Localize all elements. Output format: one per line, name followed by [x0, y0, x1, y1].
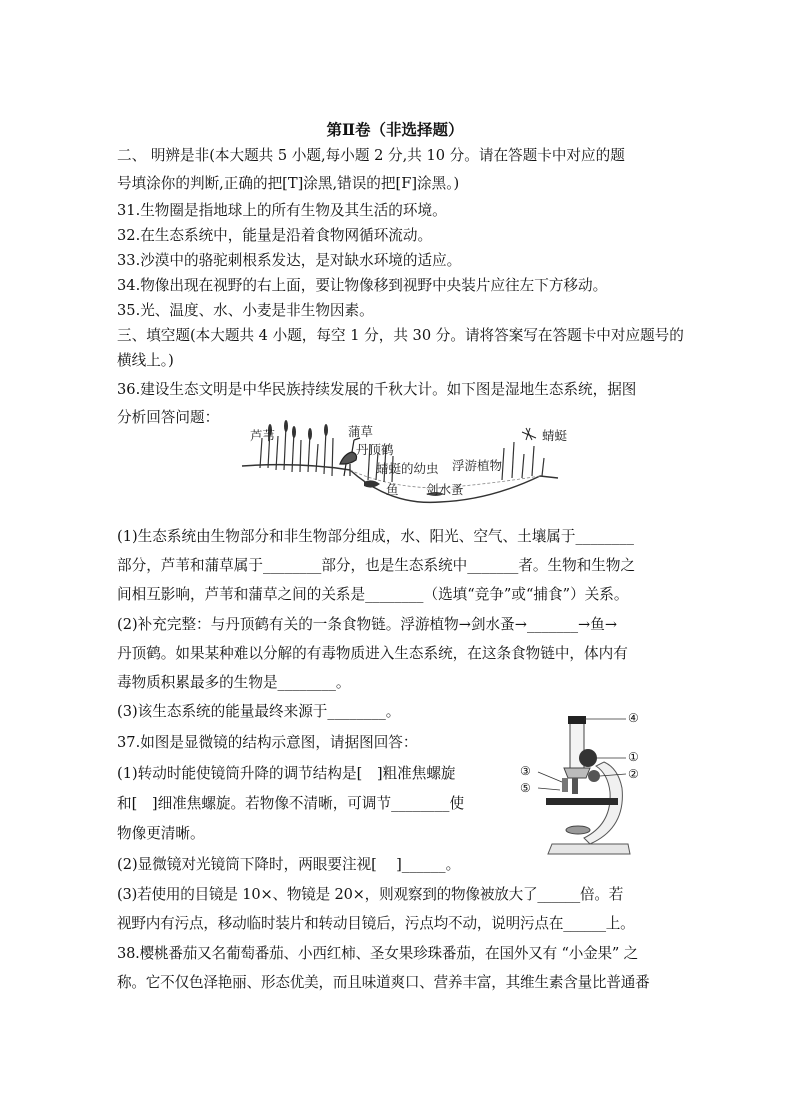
- label-crane: 丹顶鹤: [356, 442, 394, 457]
- section3-header-line2: 横线上。): [117, 352, 174, 369]
- label-plankton: 浮游植物: [452, 458, 503, 473]
- question-38-line2: 称。它不仅色泽艳丽、形态优美，而且味道爽口、营养丰富，其维生素含量比普通番: [117, 974, 650, 991]
- question-36-intro-line1: 36.建设生态文明是中华民族持续发展的千秋大计。如下图是湿地生态系统，据图: [117, 381, 637, 398]
- label-number-1: ①: [628, 750, 639, 764]
- question-36-part3: (3)该生态系统的能量最终来源于________。: [117, 703, 401, 720]
- label-reed: 芦苇: [250, 428, 276, 443]
- microscope-figure: [518, 708, 648, 864]
- label-fish: 鱼: [386, 482, 399, 497]
- section-title: 第Ⅱ卷（非选择题）: [326, 120, 464, 139]
- question-36-part1-line3: 间相互影响，芦苇和蒲草之间的关系是________（选填“竞争”或“捕食”）关系。: [117, 586, 629, 603]
- label-dragonfly: 蜻蜓: [542, 428, 568, 443]
- label-shrimp: 剑水蚤: [426, 482, 464, 497]
- label-number-3: ③: [520, 764, 531, 778]
- wetland-ecosystem-figure: [240, 418, 568, 506]
- question-37-part2: (2)显微镜对光镜筒下降时，两眼要注视[ ]______。: [117, 856, 461, 873]
- question-37-part1-line2: 和[ ]细准焦螺旋。若物像不清晰，可调节________使: [117, 795, 465, 812]
- label-cattail: 蒲草: [348, 424, 374, 439]
- label-larva: 蜻蜓的幼虫: [376, 461, 439, 476]
- question-37-part1-line3: 物像更清晰。: [117, 825, 205, 842]
- label-number-4: ④: [628, 711, 639, 725]
- question-37-part3-line1: (3)若使用的目镜是 10×、物镜是 20×，则观察到的物像被放大了______倍。若: [117, 886, 624, 903]
- label-number-2: ②: [628, 767, 639, 781]
- label-number-5: ⑤: [520, 781, 531, 795]
- question-37-part3-line2: 视野内有污点，移动临时装片和转动目镜后，污点均不动，说明污点在______上。: [117, 915, 635, 932]
- question-31: 31.生物圈是指地球上的所有生物及其生活的环境。: [117, 202, 447, 219]
- question-34: 34.物像出现在视野的右上面，要让物像移到视野中央装片应往左下方移动。: [117, 277, 608, 294]
- question-32: 32.在生态系统中，能量是沿着食物网循环流动。: [117, 227, 433, 244]
- question-36-part2-line1: (2)补充完整：与丹顶鹤有关的一条食物链。浮游植物→剑水蚤→_______→鱼→: [117, 616, 618, 633]
- question-37-part1-line1: (1)转动时能使镜筒升降的调节结构是[ ]粗准焦螺旋: [117, 765, 456, 782]
- question-36-part1-line2: 部分，芦苇和蒲草属于________部分，也是生态系统中_______者。生物和生物之: [117, 557, 636, 574]
- microscope-illustration: [518, 708, 648, 864]
- question-36-intro-line2: 分析回答问题：: [117, 409, 220, 426]
- question-36-part1-line1: (1)生态系统由生物部分和非生物部分组成，水、阳光、空气、土壤属于________: [117, 528, 634, 545]
- question-33: 33.沙漠中的骆驼刺根系发达，是对缺水环境的适应。: [117, 252, 462, 269]
- section2-header-line2: 号填涂你的判断,正确的把[T]涂黑,错误的把[F]涂黑。): [117, 175, 460, 192]
- section2-header-line1: 二、 明辨是非(本大题共 5 小题,每小题 2 分,共 10 分。请在答题卡中对应的题: [117, 147, 625, 164]
- question-36-part2-line3: 毒物质积累最多的生物是________。: [117, 674, 351, 691]
- section3-header-line1: 三、填空题(本大题共 4 小题，每空 1 分，共 30 分。请将答案写在答题卡中对应题号的: [117, 327, 684, 344]
- question-36-part2-line2: 丹顶鹤。如果某种难以分解的有毒物质进入生态系统，在这条食物链中，体内有: [117, 645, 628, 662]
- question-37-intro: 37.如图是显微镜的结构示意图，请据图回答：: [117, 734, 418, 751]
- question-38-line1: 38.樱桃番茄又名葡萄番茄、小西红柿、圣女果珍珠番茄，在国外又有 “小金果” 之: [117, 945, 639, 962]
- question-35: 35.光、温度、水、小麦是非生物因素。: [117, 302, 374, 319]
